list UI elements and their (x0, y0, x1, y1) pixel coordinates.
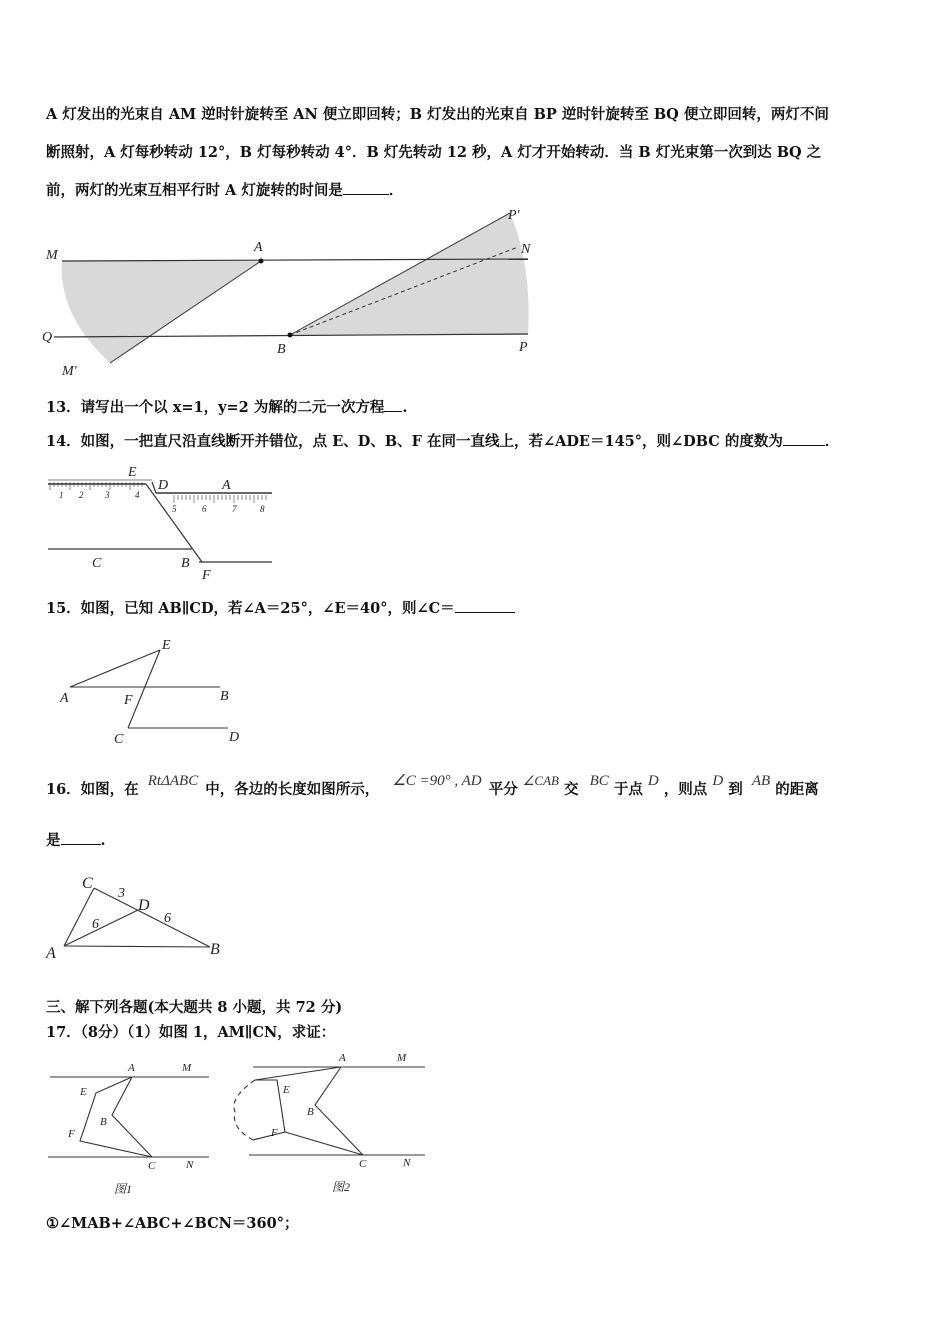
label-f: F (124, 693, 133, 708)
q16-text-5: 于点 (613, 781, 643, 798)
label-q: Q (42, 330, 53, 345)
q17-claim-1: ①∠MAB+∠ABC+∠BCN＝360°； (46, 1215, 299, 1232)
label-6-right: 6 (164, 911, 171, 926)
point-b (288, 333, 293, 338)
label-d: D (229, 730, 240, 745)
q16-triangle-figure (44, 870, 234, 965)
tick-label-7: 7 (232, 504, 237, 514)
side-ca (64, 888, 94, 946)
q13-question: 13．请写出一个以 x=1，y=2 为解的二元一次方程 (46, 399, 385, 416)
answer-blank (61, 832, 101, 845)
answer-blank (343, 182, 389, 195)
math-d: D (647, 773, 659, 789)
label-c: C (82, 875, 93, 892)
math-rt-abc: RtΔABC (147, 773, 199, 789)
tick-label-5: 5 (172, 504, 177, 514)
q16-text-7: 到 (728, 781, 743, 798)
path-a-b-c (315, 1067, 363, 1155)
label-c: C (359, 1158, 367, 1170)
label-a: A (60, 691, 69, 706)
label-p-prime: P′ (508, 208, 520, 223)
tick-label-6: 6 (202, 504, 207, 514)
label-p: P (519, 340, 528, 355)
label-a: A (254, 240, 263, 255)
q16-text-3: 平分 (488, 781, 518, 798)
q14-ruler-figure (44, 460, 284, 585)
section-3-heading: 三、解下列各题(本大题共 8 小题，共 72 分) (46, 999, 343, 1016)
q16-text-6: ，则点 (663, 781, 708, 798)
label-b: B (210, 941, 220, 958)
label-b: B (220, 689, 229, 704)
segment-ad (64, 910, 138, 946)
math-angle-c-ad: ∠C =90° , AD (392, 773, 482, 789)
math-bc: BC (589, 773, 609, 789)
answer-blank (384, 399, 402, 412)
label-c: C (92, 556, 102, 571)
label-f: F (68, 1128, 75, 1140)
label-e: E (80, 1086, 87, 1098)
ruler-ticks-left (48, 480, 152, 490)
q14-line (46, 430, 839, 451)
q16-end: . (100, 832, 106, 849)
q16-line-1 (46, 773, 819, 799)
label-a: A (339, 1052, 346, 1064)
math-ab: AB (751, 773, 771, 789)
shaded-sweep-a (62, 261, 261, 363)
side-ab (64, 946, 210, 947)
label-m: M (182, 1062, 192, 1074)
path-a-b-c (112, 1077, 152, 1157)
q13-end: . (402, 399, 408, 416)
q14-question: 14．如图，一把直尺沿直线断开并错位，点 E、D、B、F 在同一直线上，若∠ADE＝145°，则∠DBC 的度数为 (46, 433, 783, 450)
tick-label-8: 8 (260, 504, 265, 514)
q16-text-1: 16．如图，在 (46, 781, 139, 798)
label-n: N (521, 242, 531, 257)
label-e: E (283, 1084, 290, 1096)
label-m: M (397, 1052, 407, 1064)
label-b: B (181, 556, 190, 571)
label-m: M (46, 248, 58, 263)
q16-text-8: 的距离 (775, 781, 819, 798)
label-a: A (46, 945, 56, 962)
label-a: A (222, 478, 231, 493)
math-angle-cab: ∠CAB (522, 773, 559, 788)
q12-line-2: 断照射，A 灯每秒转动 12°，B 灯每秒转动 4°．B 灯先转动 12 秒，A 灯才开始转动．当 B 灯光束第一次到达 BQ 之 (46, 144, 822, 161)
label-f: F (271, 1127, 278, 1139)
q12-question: 前，两灯的光束互相平行时 A 灯旋转的时间是 (46, 182, 343, 199)
label-d: D (138, 897, 150, 914)
label-c: C (148, 1160, 156, 1172)
q16-text-9: 是 (46, 832, 61, 849)
answer-blank (783, 433, 825, 446)
line-ae (70, 650, 160, 687)
tick-label-2: 2 (79, 490, 84, 500)
label-f: F (202, 568, 211, 583)
q17-line: 17．（8分）（1）如图 1，AM∥CN，求证： (46, 1024, 336, 1041)
q15-parallel-figure (54, 632, 254, 747)
label-d: D (158, 478, 169, 493)
path-e-f (253, 1132, 285, 1140)
label-e: E (128, 465, 137, 480)
label-3: 3 (118, 886, 125, 901)
label-b: B (277, 342, 286, 357)
q17-figure-1 (44, 1055, 219, 1200)
tick-label-4: 4 (135, 490, 140, 500)
q12-line-1: A 灯发出的光束自 AM 逆时针旋转至 AN 便立即回转；B 灯发出的光束自 BP 逆时针旋转至 BQ 便立即回转，两灯不间 (46, 106, 829, 123)
q16-text-2: 中，各边的长度如图所示， (205, 781, 380, 798)
q13-line (46, 396, 407, 417)
q12-end: ． (388, 182, 404, 199)
caption-figure-2: 图2 (332, 1180, 351, 1194)
label-n: N (403, 1157, 411, 1169)
caption-figure-1: 图1 (114, 1182, 133, 1196)
label-m-prime: M′ (62, 364, 77, 379)
q12-light-beams-figure (40, 205, 560, 385)
q15-question: 15．如图，已知 AB∥CD，若∠A＝25°，∠E＝40°，则∠C＝ (46, 600, 455, 617)
label-a: A (128, 1062, 135, 1074)
tick-label-3: 3 (105, 490, 110, 500)
q17-figure-2 (225, 1050, 430, 1200)
q16-text-4: 交 (564, 781, 579, 798)
dashed-curve (234, 1080, 255, 1140)
ruler-ticks-right (174, 495, 266, 503)
point-a (259, 259, 264, 264)
q14-end: ． (824, 433, 840, 450)
line-cut-d (152, 482, 156, 493)
label-b: B (307, 1106, 314, 1118)
side-cb (94, 888, 210, 947)
q16-line-2 (46, 829, 106, 850)
tick-label-1: 1 (59, 490, 64, 500)
label-c: C (114, 732, 124, 747)
label-n: N (186, 1159, 194, 1171)
label-e: E (162, 638, 171, 653)
q12-line-3 (46, 179, 403, 200)
answer-blank (455, 600, 515, 613)
math-d-2: D (712, 773, 724, 789)
label-b: B (100, 1116, 107, 1128)
q15-line (46, 597, 515, 618)
shaded-sweep-b (290, 213, 529, 335)
label-6-left: 6 (92, 917, 99, 932)
